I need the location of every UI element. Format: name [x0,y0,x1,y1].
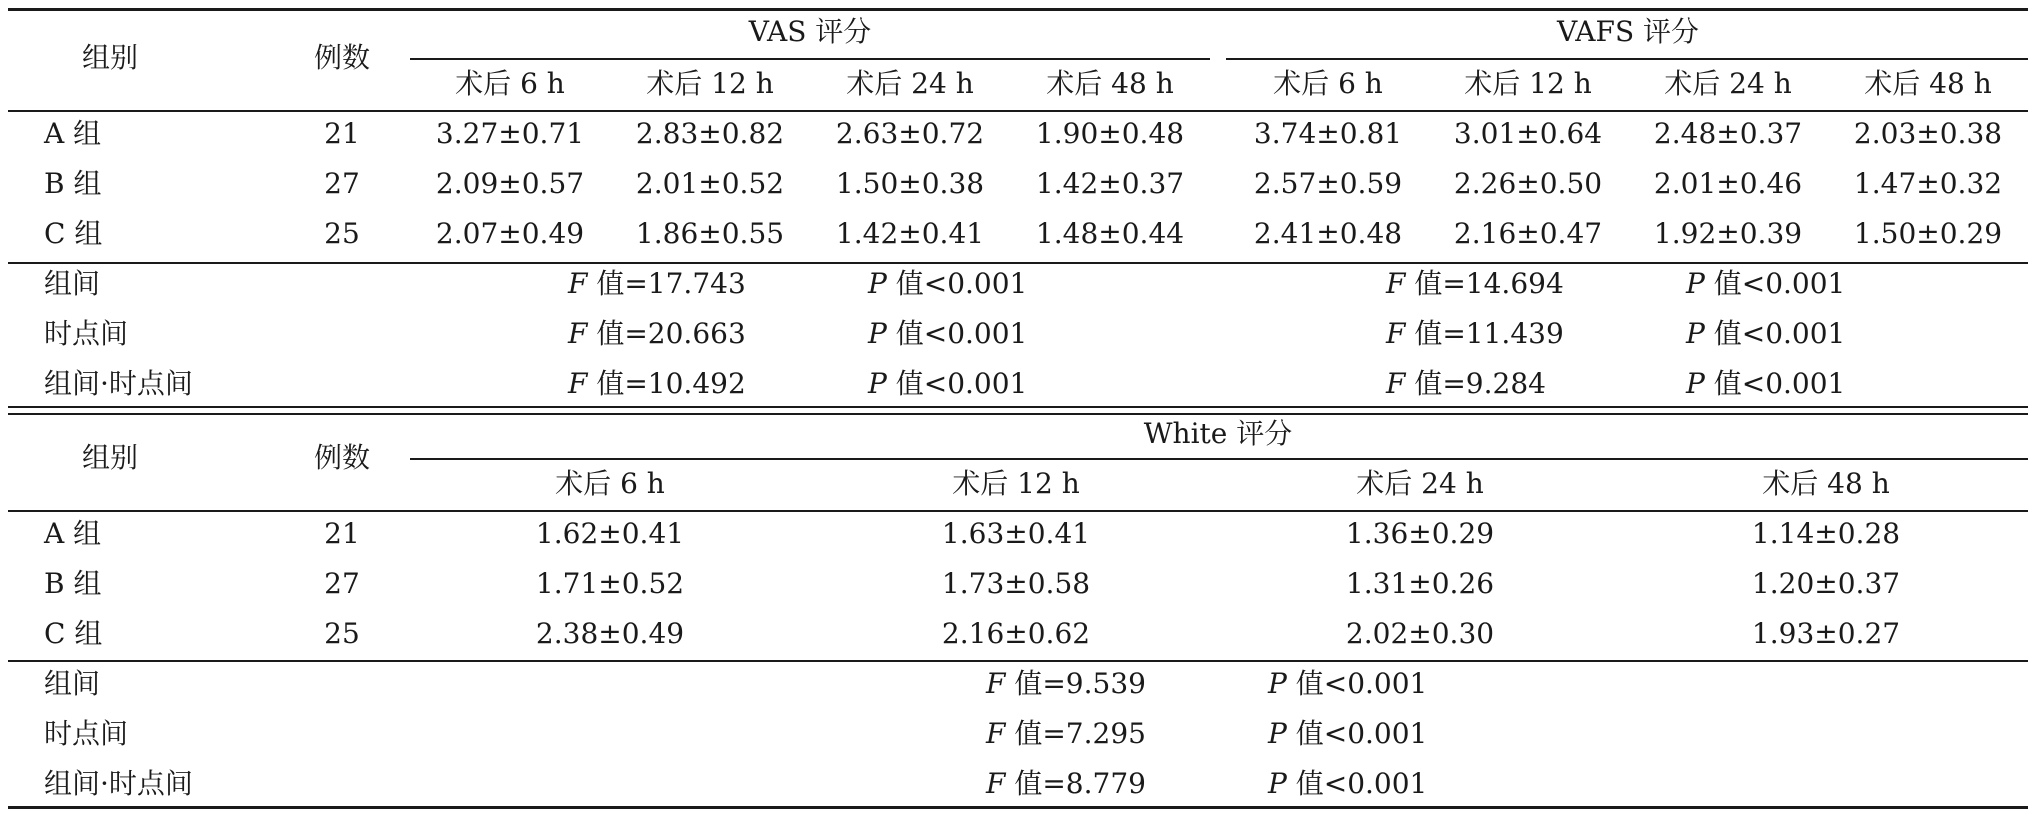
p-stat: P 值<0.001 [1268,767,1428,800]
p-stat: P 值<0.001 [1268,667,1428,700]
table1-body-rule [8,262,2028,264]
table2-cell: 2.16±0.62 [941,617,1091,650]
vas-header: VAS 评分 [748,15,872,48]
table1-row-n: 21 [324,117,360,150]
table2-cell: 1.62±0.41 [535,517,685,550]
table2-stat-label: 组间 [44,667,101,700]
white-header-rule [410,458,2028,460]
white-time-6h: 术后 6 h [555,467,665,500]
table-separator-rule-1 [8,406,2028,408]
white-header: White 评分 [1143,417,1293,450]
table1-stat-label: 组间 [44,267,101,300]
table2-cell: 1.63±0.41 [941,517,1091,550]
table2-row-label: A 组 [44,517,102,550]
f-stat: F 值=9.539 [986,667,1146,700]
table2-bottom-rule [8,806,2028,809]
table2-cell: 1.31±0.26 [1345,567,1495,600]
table1-cell: 2.16±0.47 [1453,217,1603,250]
table2-body-rule [8,660,2028,662]
table2-n-header: 例数 [313,441,371,474]
table1-cell: 2.48±0.37 [1653,117,1803,150]
table1-header-rule [8,110,2028,112]
table1-cell: 1.42±0.37 [1035,167,1185,200]
p-stat: P 值<0.001 [1686,317,1846,350]
p-stat: P 值<0.001 [868,367,1028,400]
vafs-time-48h: 术后 48 h [1864,67,1992,100]
f-stat: F 值=11.439 [1386,317,1564,350]
f-stat: F 值=20.663 [568,317,746,350]
f-stat: F 值=9.284 [1386,367,1546,400]
table1-cell: 1.42±0.41 [835,217,985,250]
table1-cell: 2.83±0.82 [635,117,785,150]
table1-cell: 2.26±0.50 [1453,167,1603,200]
table1-cell: 2.07±0.49 [435,217,585,250]
p-stat: P 值<0.001 [1686,267,1846,300]
table1-cell: 2.01±0.52 [635,167,785,200]
table1-row-label: A 组 [44,117,102,150]
table1-row-n: 25 [324,217,360,250]
f-stat: F 值=17.743 [568,267,746,300]
f-stat: F 值=8.779 [986,767,1146,800]
p-stat: P 值<0.001 [1686,367,1846,400]
table2-cell: 1.73±0.58 [941,567,1091,600]
table1-cell: 1.86±0.55 [635,217,785,250]
table2-row-n: 21 [324,517,360,550]
vafs-header-rule [1226,58,2028,60]
f-stat: F 值=14.694 [1386,267,1564,300]
table1-top-rule [8,8,2028,11]
table1-cell: 2.41±0.48 [1253,217,1403,250]
p-stat: P 值<0.001 [1268,717,1428,750]
table1-group-header: 组别 [81,41,139,74]
table1-cell: 1.90±0.48 [1035,117,1185,150]
table2-cell: 1.36±0.29 [1345,517,1495,550]
vas-time-12h: 术后 12 h [646,67,774,100]
table1-row-label: B 组 [44,167,102,200]
p-stat: P 值<0.001 [868,267,1028,300]
table1-cell: 2.63±0.72 [835,117,985,150]
table1-cell: 2.09±0.57 [435,167,585,200]
white-time-48h: 术后 48 h [1762,467,1890,500]
vas-time-6h: 术后 6 h [455,67,565,100]
table1-cell: 1.50±0.29 [1853,217,2003,250]
table2-group-header: 组别 [81,441,139,474]
table1-cell: 1.92±0.39 [1653,217,1803,250]
table1-cell: 2.01±0.46 [1653,167,1803,200]
table2-row-label: B 组 [44,567,102,600]
table2-cell: 2.02±0.30 [1345,617,1495,650]
white-time-24h: 术后 24 h [1356,467,1484,500]
white-time-12h: 术后 12 h [952,467,1080,500]
vas-time-48h: 术后 48 h [1046,67,1174,100]
vafs-time-12h: 术后 12 h [1464,67,1592,100]
vafs-time-6h: 术后 6 h [1273,67,1383,100]
vafs-time-24h: 术后 24 h [1664,67,1792,100]
table2-stat-label: 时点间 [44,717,129,750]
table2-cell: 1.93±0.27 [1751,617,1901,650]
vafs-header: VAFS 评分 [1556,15,1700,48]
table1-cell: 1.47±0.32 [1853,167,2003,200]
table1-row-n: 27 [324,167,360,200]
table2-row-n: 25 [324,617,360,650]
table2-header-rule [8,510,2028,512]
f-stat: F 值=10.492 [568,367,746,400]
table2-row-n: 27 [324,567,360,600]
p-stat: P 值<0.001 [868,317,1028,350]
table2-cell: 1.71±0.52 [535,567,685,600]
table2-cell: 1.20±0.37 [1751,567,1901,600]
table2-stat-label: 组间·时点间 [44,767,193,800]
vas-time-24h: 术后 24 h [846,67,974,100]
table1-cell: 2.03±0.38 [1853,117,2003,150]
table1-n-header: 例数 [313,41,371,74]
table1-stat-label: 组间·时点间 [44,367,193,400]
table2-cell: 1.14±0.28 [1751,517,1901,550]
table2-row-label: C 组 [44,617,103,650]
table1-cell: 3.01±0.64 [1453,117,1603,150]
table1-cell: 2.57±0.59 [1253,167,1403,200]
table1-stat-label: 时点间 [44,317,129,350]
vas-header-rule [410,58,1210,60]
table2-cell: 2.38±0.49 [535,617,685,650]
table1-cell: 3.27±0.71 [435,117,585,150]
table1-row-label: C 组 [44,217,103,250]
f-stat: F 值=7.295 [986,717,1146,750]
table-separator-rule-2 [8,413,2028,415]
table1-cell: 1.50±0.38 [835,167,985,200]
table1-cell: 3.74±0.81 [1253,117,1403,150]
table1-cell: 1.48±0.44 [1035,217,1185,250]
